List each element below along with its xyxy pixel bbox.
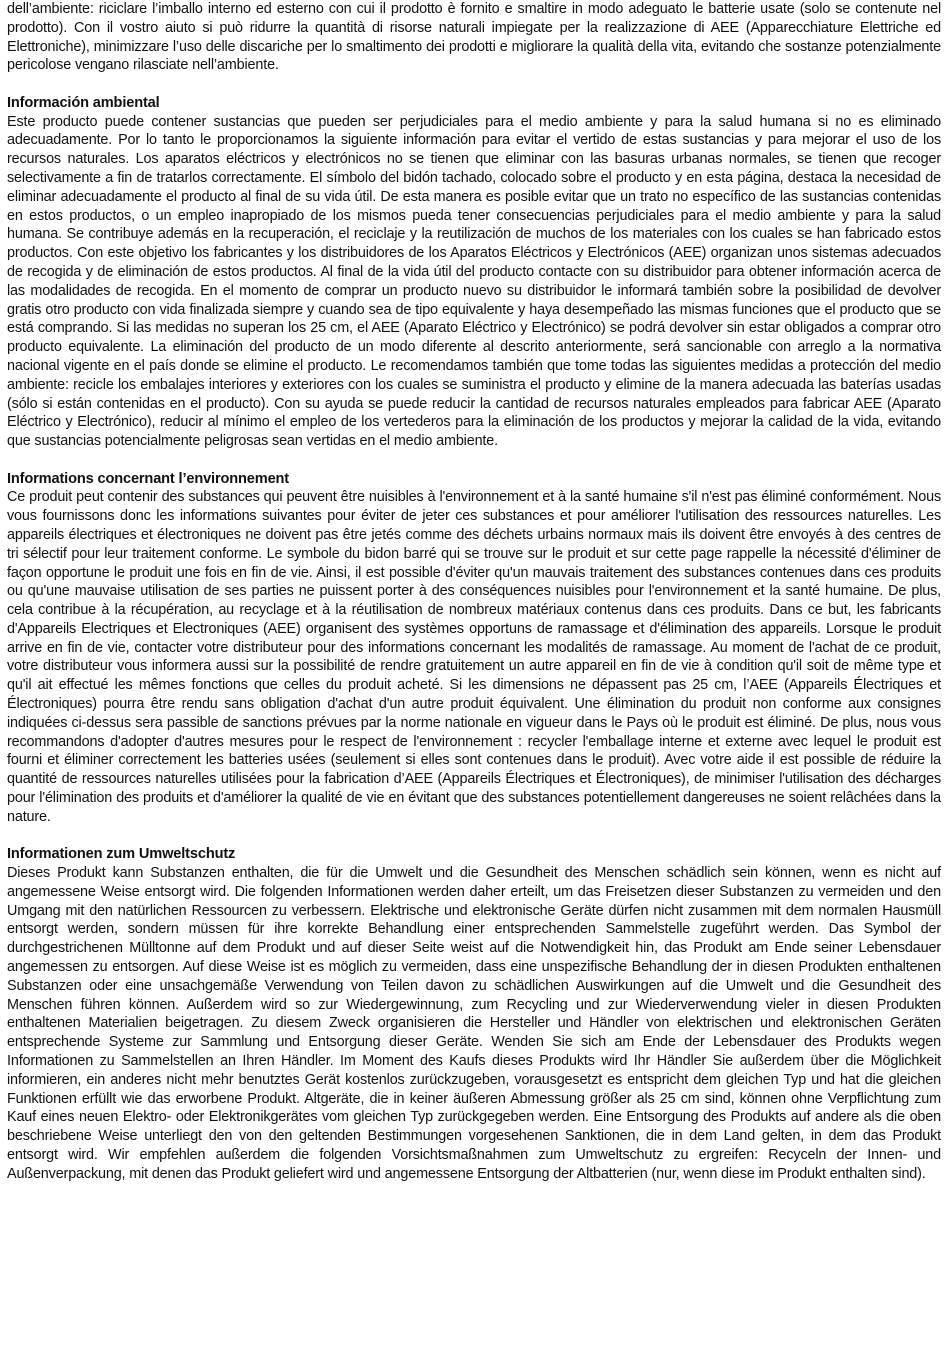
section-title-de: Informationen zum Umweltschutz — [7, 846, 236, 863]
section-title-fr: Informations concernant l’environnement — [7, 470, 290, 487]
intro-paragraph: dell’ambiente: riciclare l’imballo interno ed esterno con cui il prodotto è fornito e smaltire in modo adeguato le batterie usate (solo se contenute nel prodotto). Con il vostro aiuto si può ridurre la quantità di risorse naturali impiegate per la realizzazione di AEE (Apparecchiature Elettriche ed Elettroniche), minimizzare l’uso delle discariche per lo smaltimento dei prodotti e migliorare la qualità della vita, evitando che sostanze potenzialmente pericolose vengano rilasciate nell’ambiente. — [7, 1, 941, 74]
document-page — [7, 0, 941, 1184]
section-body-es: Este producto puede contener sustancias que pueden ser perjudiciales para el medio ambiente y para la salud humana si no es eliminado adecuadamente. Por lo tanto le proporcionamos la siguiente información para evitar el vertido de estas sustancias y para mejorar el uso de los recursos naturales. Los aparatos eléctricos y electrónicos no se tienen que eliminar con las basuras urbanas normales, se tienen que recoger selectivamente a fin de tratarlos correctamente. El símbolo del bidón tachado, colocado sobre el producto y en esta página, destaca la necesidad de eliminar adecuadamente el producto al final de su vida útil. De esta manera es posible evitar que un trato no específico de las sustancias contenidas en estos productos, o un empleo inapropiado de los mismos pueda tener consecuencias perjudiciales para el medio ambiente y para la salud humana. Se contribuye además en la recuperación, el reciclaje y la reutilización de muchos de los materiales con los cuales se han fabricado estos productos. Con este objetivo los fabricantes y los distribuidores de los Aparatos Eléctricos y Electrónicos (AEE) organizan unos sistemas adecuados de recogida y de eliminación de estos productos. Al final de la vida útil del producto contacte con su distribuidor para obtener información acerca de las modalidades de recogida. En el momento de comprar un producto nuevo su distribuidor le informará también sobre la posibilidad de devolver gratis otro producto con vida finalizada siempre y cuando sea de tipo equivalente y haya desempeñado las mismas funciones que el producto que se está comprando. Si las medidas no superan los 25 cm, el AEE (Aparato Eléctrico y Electrónico) se podrá devolver sin estar obligados a comprar otro producto equivalente. La eliminación del producto de un modo diferente al descrito anteriormente, será sancionable con arreglo a la normativa nacional vigente en el país donde se elimine el producto. Le recomendamos también que tome todas las siguientes medidas a protección del medio ambiente: recicle los embalajes interiores y exteriores con los cuales se suministra el producto y elimine de la manera adecuada las baterías usadas (sólo si están contenidas en el producto). Con su ayuda se puede reducir la cantidad de recursos naturales empleados para fabricar AEE (Aparato Eléctrico y Electrónico), reducir al mínimo el empleo de los vertederos para la eliminación de los productos y mejorar la calidad de la vida, evitando que sustancias potencialmente peligrosas sean vertidas en el medio ambiente. — [7, 113, 941, 450]
section-body-de: Dieses Produkt kann Substanzen enthalten, die für die Umwelt und die Gesundheit des Menschen schädlich sein können, wenn es nicht auf angemessene Weise entsorgt wird. Die folgenden Informationen werden daher erteilt, um das Freisetzen dieser Substanzen zu vermeiden und den Umgang mit den natürlichen Ressourcen zu verbessern. Elektrische und elektronische Geräte dürfen nicht zusammen mit dem normalen Hausmüll entsorgt werden, sondern müssen für ihre korrekte Behandlung einer entsprechenden Sammelstelle zugeführt werden. Das Symbol der durchgestrichenen Mülltonne auf dem Produkt und auf dieser Seite weist auf die Notwendigkeit hin, das Produkt am Ende seiner Lebensdauer angemessen zu entsorgen. Auf diese Weise ist es möglich zu vermeiden, dass eine unspezifische Behandlung der in diesen Produkten enthaltenen Substanzen oder eine unsachgemäße Verwendung von Teilen davon zu schädlichen Auswirkungen auf die Umwelt und die Gesundheit des Menschen führen können. Außerdem wird so zur Wiedergewinnung, zum Recycling und zur Wiederverwendung vieler in diesen Produkten enthaltenen Materialien beigetragen. Zu diesem Zweck organisieren die Hersteller und Händler von elektrischen und elektronischen Geräten entsprechende Systeme zur Sammlung und Entsorgung dieser Geräte. Wenden Sie sich am Ende der Lebensdauer des Produkts wegen Informationen zu Sammelstellen an Ihren Händler. Im Moment des Kaufs dieses Produkts wird Ihr Händler Sie außerdem über die Möglichkeit informieren, ein anderes nicht mehr benutztes Gerät kostenlos zurückzugeben, vorausgesetzt es entspricht dem gleichen Typ und hat die gleichen Funktionen erfüllt wie das erworbene Produkt. Altgeräte, die in keiner äußeren Abmessung größer als 25 cm sind, können ohne Verpflichtung zum Kauf eines neuen Elektro- oder Elektronikgerätes vom gleichen Typ zurückgegeben werden. Eine Entsorgung des Produkts auf andere als die oben beschriebene Weise unterliegt den von den geltenden Bestimmungen vorgesehenen Sanktionen, die in dem Land gelten, in dem das Produkt entsorgt wird. Wir empfehlen außerdem die folgenden Vorsichtsmaßnahmen zum Umweltschutz zu ergreifen: Recyceln der Innen- und Außenverpackung, mit denen das Produkt geliefert wird und angemessene Entsorgung der Altbatterien (nur, wenn diese im Produkt enthalten sind). — [7, 865, 941, 1182]
section-environment-de — [7, 845, 941, 1183]
section-body-fr: Ce produit peut contenir des substances qui peuvent être nuisibles à l'environnement et à la santé humaine s'il n'est pas éliminé conformément. Nous vous fournissons donc les informations suivantes pour éviter de jeter ces substances et pour améliorer l'utilisation des ressources naturelles. Les appareils électriques et électroniques ne doivent pas être jetés comme des déchets urbains normaux mais ils doivent être envoyés à des centres de tri sélectif pour leur traitement conforme. Le symbole du bidon barré qui se trouve sur le produit et sur cette page rappelle la nécessité d'éliminer de façon opportune le produit une fois en fin de vie. Ainsi, il est possible d'éviter qu'un mauvais traitement des substances contenues dans ces produits ou qu'une mauvaise utilisation de ses parties ne puissent porter à des conséquences nuisibles pour l'environnement et la santé humaine. De plus, cela contribue à la récupération, au recyclage et à la réutilisation de nombreux matériaux contenus dans ces produits. Dans ce but, les fabricants d'Appareils Electriques et Electroniques (AEE) organisent des systèmes opportuns de ramassage et d'élimination des appareils. Lorsque le produit arrive en fin de vie, contacter votre distributeur pour des informations concernant les modalités de ramassage. Au moment de l'achat de ce produit, votre distributeur vous informera aussi sur la possibilité de rendre gratuitement un autre appareil en fin de vie à condition qu'il soit de même type et qu'il ait effectué les mêmes fonctions que celles du produit acheté. Si les dimensions ne dépassent pas 25 cm, l’AEE (Appareils Électriques et Électroniques) pourra être rendu sans obligation d'achat d'un autre produit équivalent. Une élimination du produit non conforme aux consignes indiquées ci-dessus sera passible de sanctions prévues par la norme nationale en vigueur dans le Pays où le produit est éliminé. De plus, nous vous recommandons d'adopter d'autres mesures pour le respect de l'environnement : recycler l'emballage interne et externe avec lequel le produit est fourni et éliminer correctement les batteries usées (seulement si elles sont contenues dans le produit). Avec votre aide il est possible de réduire la quantité de ressources naturelles utilisées pour la fabrication d’AEE (Appareils Électriques et Électroniques), de minimiser l'utilisation des décharges pour l'élimination des produits et d'améliorer la qualité de vie en évitant que des substances potentiellement dangereuses ne soient relâchées dans la nature. — [7, 489, 941, 825]
section-environment-fr — [7, 470, 941, 827]
section-title-es: Información ambiental — [7, 94, 160, 111]
section-environment-es — [7, 94, 941, 451]
